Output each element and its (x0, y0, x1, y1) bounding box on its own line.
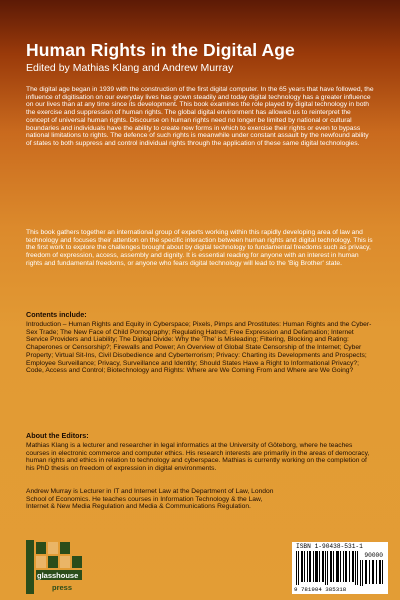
barcode-number: 9 781904 385318 (294, 586, 347, 593)
description-paragraph-2: This book gathers together an international group of experts working within this rapidly developing area of law and technology and focuses their attention on the specific interaction between human rights and digital technology. This is the first work to explore the challenges brought about by digital technology to fundamental freedoms such as privacy, freedom of expression, access, assembly and dignity. It is essential reading for anyone with an interest in human rights and fundamental freedoms, or anyone who fears digital technology will lead to the 'Big Brother' state. (26, 229, 373, 267)
about-klang: Mathias Klang is a lecturer and researcher in legal informatics at the University of Göteborg, where he teaches courses in electronic commerce and computer ethics. His research interests are primarily in the areas of democracy, human rights and ethics in relation to technology and cyberspace. Mathias is currently working on the completion of his PhD thesis on freedom of expression in digital environments. (26, 442, 370, 473)
about-murray: Andrew Murray is Lecturer in IT and Internet Law at the Department of Law, London School of Economics. He teaches courses in Information Technology & the Law, Internet & New Media Regulation and Media & Communications Regulation. (26, 488, 274, 511)
description-paragraph-1: The digital age began in 1939 with the construction of the first digital computer. In the 65 years that have followed, the influence of digitisation on our everyday lives has grown steadily and today digital technology has a greater influence on our lives than at any time since its development. This book examines the role played by digital technology in both the exercise and suppression of human rights. The global digital environment has allowed us to reinterpret the concept of universal human rights. Discourse on human rights need no longer be limited by national or cultural boundaries and individuals have the ability to create new forms in which to exercise their rights or even to bypass national limitations to rights. The defence of such rights is meanwhile under constant assault by the newfound ability of states to both suppress and control individual rights through the application of these same digital technologies. (26, 86, 374, 147)
barcode-bars-icon (296, 551, 358, 585)
contents-heading: Contents include: (26, 310, 87, 319)
contents-list: Introduction – Human Rights and Equity in Cyberspace; Pixels, Pimps and Prostitutes: Human Rights and the Cyber-Sex Trade; The New Face of Child Pornography; Regulating Hatred; Free Expression and Defamation; Internet Service Providers and Liability; The Digital Divide: Why the 'The' is Misleading; Filtering, Blocking and Rating: Chaperones or Censorship?; Firewalls and Power; An Overview of Global State Censorship of the Internet; Cyber Property; Virtual Sit-Ins, Civil Disobedience and Cyberterrorism; Privacy: Charting its Developments and Prospects; Employee Surveillance; Privacy, Surveillance and Identity; Should States Have a Right to Informational Privacy?; Code, Access and Control; Biotechnology and Rights: Where are We Coming From and Where are We Going? (26, 321, 372, 375)
isbn-number: ISBN 1-90438-531-1 (296, 543, 363, 550)
publisher-logo (26, 540, 82, 594)
book-title: Human Rights in the Digital Age (26, 40, 295, 60)
publisher-imprint: press (52, 583, 73, 592)
glasshouse-logo-icon (26, 540, 82, 594)
book-editors: Edited by Mathias Klang and Andrew Murray (26, 62, 234, 74)
price-code: 90000 (364, 552, 383, 559)
about-editors-heading: About the Editors: (26, 431, 89, 440)
publisher-name: glasshouse (37, 571, 79, 580)
price-bars-icon (360, 560, 384, 586)
barcode (292, 542, 388, 594)
